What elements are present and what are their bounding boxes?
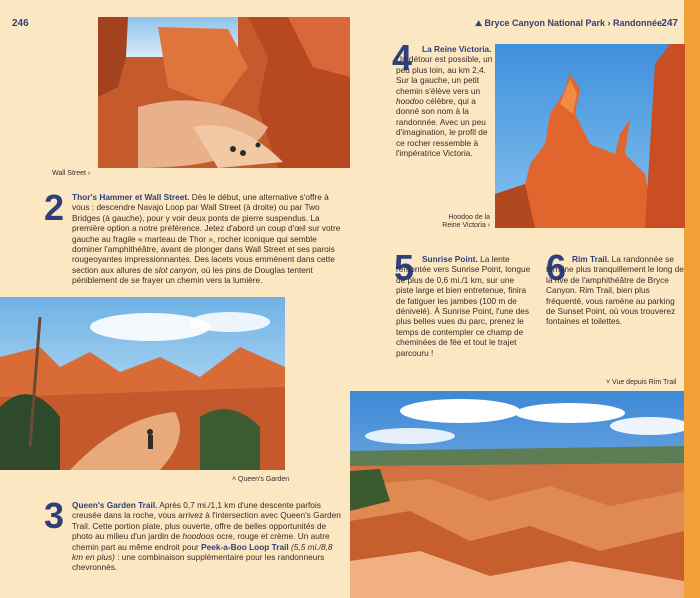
section-6-title: Rim Trail. bbox=[572, 254, 610, 264]
chapter-edge-tab bbox=[684, 0, 700, 598]
caption-queens-garden: ˄ Queen's Garden bbox=[232, 476, 290, 483]
page-number-right: 247 bbox=[661, 18, 678, 29]
caption-rim-trail: ˅ Vue depuis Rim Trail bbox=[606, 379, 677, 386]
section-2-number: 2 bbox=[44, 187, 65, 228]
section-3-title: Queen's Garden Trail. bbox=[72, 500, 158, 510]
caption-reine-victoria: Hoodoo de la Reine Victoria › bbox=[442, 214, 490, 229]
section-5-text: Sunrise Point. La lente remontée vers Sunrise Point, longue de plus de 0,6 mi./1 km, sur une piste large et bien entretenue, finira de fatiguer les jambes (100 m de dénivelé). À Sunrise Point, l'une des plus belles vues du parc, prenez le temps de contempler ce champ de cheminées de fée et tout le trajet parcouru ! bbox=[396, 254, 531, 358]
section-5-title: Sunrise Point. bbox=[422, 254, 478, 264]
section-3-number: 3 bbox=[44, 495, 65, 536]
reine-victoria-photo bbox=[495, 44, 685, 228]
section-6-text: Rim Trail. La randonnée se termine plus tranquillement le long de la rive de l'amphithéâtre de Bryce Canyon. Rim Trail, bien plus fréquenté, vous ramène au parking de Sunset Point, où vous trouverez fontaines et toilettes. bbox=[546, 254, 684, 327]
section-6-number: 6 bbox=[546, 247, 567, 288]
section-2-text: Thor's Hammer et Wall Street. Dès le début, une alternative s'offre à vous : descendre Navajo Loop par Wall Street (à droite) ou par Two Bridges (à gauche), pour y voir deux ponts de pierre suspendus. La première option a notre préférence. Jetez d'abord un coup d'œil sur votre gauche au fragile « marteau de Thor », rocher iconique qui semble dominer l'amphithéâtre, avant de plonger dans Wall Street et ses parois rougeoyantes impressionnantes. Des lacets vous emmènent dans cette section aux allures de slot canyon, où les pins de Douglas tentent péniblement de se frayer un chemin vers la lumière. bbox=[72, 192, 341, 286]
running-head: ⛰ Bryce Canyon National Park › Randonnée bbox=[475, 18, 662, 28]
section-5-number: 5 bbox=[394, 247, 415, 288]
caption-wall-street: Wall Street › bbox=[52, 170, 91, 177]
hike-icon: ⛰ bbox=[475, 19, 482, 28]
wall-street-photo bbox=[98, 17, 350, 168]
section-2-title: Thor's Hammer et Wall Street. bbox=[72, 192, 190, 202]
right-page bbox=[350, 0, 700, 598]
page-number-left: 246 bbox=[12, 18, 29, 29]
rim-trail-photo bbox=[350, 391, 684, 598]
section-4-title: La Reine Victoria. bbox=[422, 44, 492, 54]
section-3-text: Queen's Garden Trail. Après 0,7 mi./1,1 km d'une descente parfois creusée dans la roche, vous arrivez à l'intersection avec Queen's Garden Trail. Cette portion plate, plus ouverte, offre de belles opportunités de photo au milieu d'un jardin de hoodoos ocre, rouge et crème. Un autre chemin part au même endroit pour Peek-a-Boo Loop Trail (5,5 mi./8,8 km en plus) : une combinaison supplémentaire pour les randonneurs chevronnés. bbox=[72, 500, 341, 573]
queens-garden-photo bbox=[0, 297, 285, 470]
section-4-number: 4 bbox=[392, 37, 413, 78]
section-4-text: La Reine Victoria. Un détour est possible, un peu plus loin, au km 2,4. Sur la gauche, un petit chemin s'élève vers un hoodoo célèbre, qui a donné son nom à la randonnée. Avec un peu d'imagination, le profil de ce rocher ressemble à l'impératrice Victoria. bbox=[396, 44, 493, 159]
